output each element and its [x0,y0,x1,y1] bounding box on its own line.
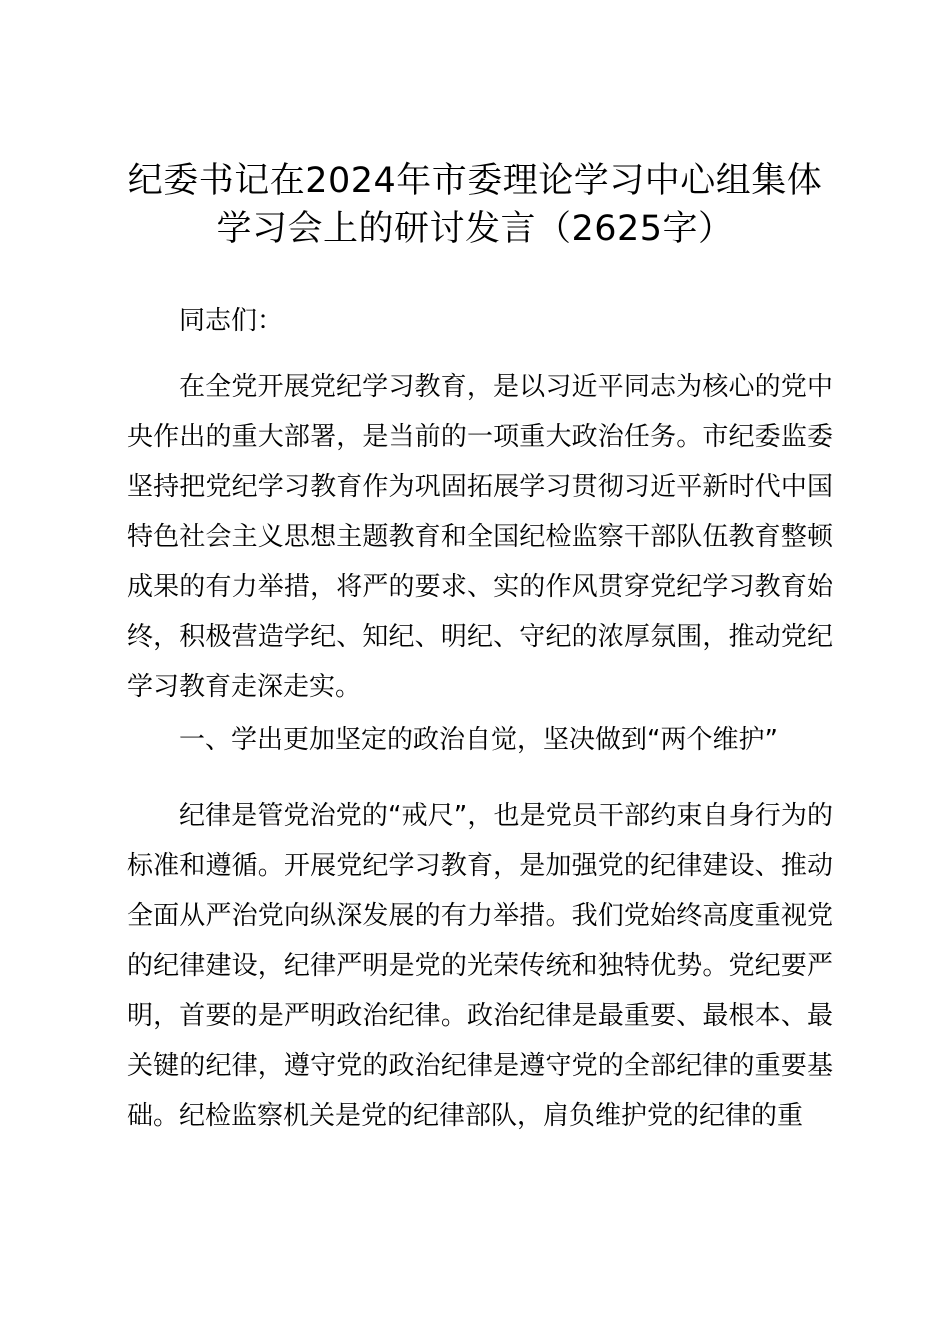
paragraph-intro: 在全党开展党纪学习教育，是以习近平同志为核心的党中央作出的重大部署，是当前的一项重大政治任务。市纪委监委坚持把党纪学习教育作为巩固拓展学习贯彻习近平新时代中国特色社会主义思想主题教育和全国纪检监察干部队伍教育整顿成果的有力举措，将严的要求、实的作风贯穿党纪学习教育始终，积极营造学纪、知纪、明纪、守纪的浓厚氛围，推动党纪学习教育走深走实。 [127,372,833,702]
title-line-2: 学习会上的研讨发言（2625字） [216,209,734,249]
document-title [100,157,850,253]
salutation: 同志们： [179,306,284,336]
title-line-1: 纪委书记在2024年市委理论学习中心组集体 [127,161,823,201]
paragraph-section-1: 纪律是管党治党的“戒尺”，也是党员干部约束自身行为的标准和遵循。开展党纪学习教育，是加强党的纪律建设、推动全面从严治党向纵深发展的有力举措。我们党始终高度重视党的纪律建设，纪律严明是党的光荣传统和独特优势。党纪要严明，首要的是严明政治纪律。政治纪律是最重要、最根本、最关键的纪律，遵守党的政治纪律是遵守党的全部纪律的重要基础。纪检监察机关是党的纪律部队，肩负维护党的纪律的重 [127,801,833,1131]
section-heading-1: 一、学出更加坚定的政治自觉，坚决做到“两个维护” [179,725,778,755]
